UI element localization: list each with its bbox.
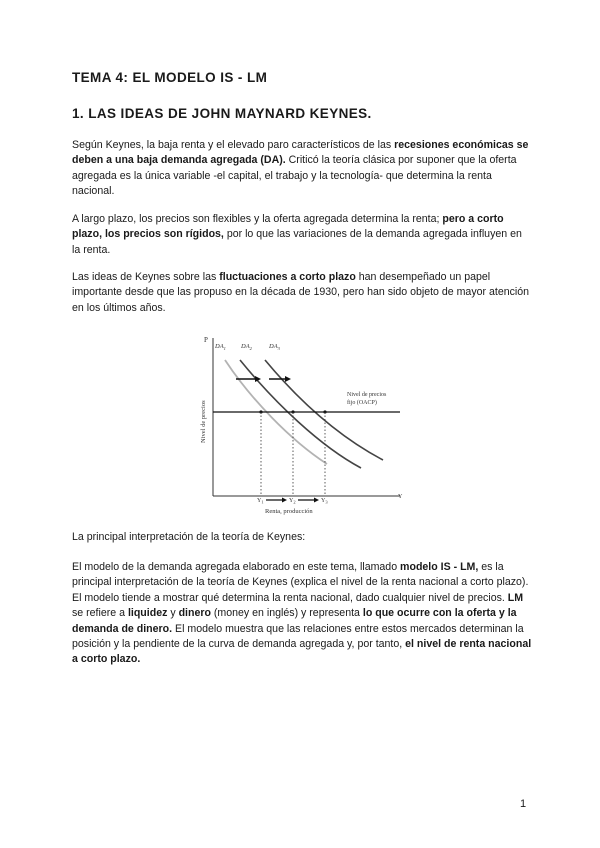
- x-axis-letter: Y: [398, 494, 403, 500]
- curve-label-da2: [240, 343, 253, 351]
- y-axis-label: Nivel de precios: [200, 400, 207, 443]
- text-run: (money en inglés) y representa: [210, 607, 363, 620]
- income-label-y3-sub: 3: [325, 499, 328, 505]
- text-run: La principal interpretación de la teoría de Keynes:: [72, 531, 306, 543]
- income-label-y2-text: Y: [289, 498, 294, 504]
- income-label-y2-sub: 2: [293, 499, 296, 505]
- income-label-y1: [257, 498, 264, 505]
- curve-label-da3-sub: 3: [277, 346, 280, 351]
- page-number: 1: [520, 798, 527, 810]
- text-run: El modelo de la demanda agregada elaborado en este tema, llamado: [72, 561, 401, 573]
- text-run: A largo plazo, los precios son flexibles y la oferta agregada determina la renta;: [72, 213, 443, 225]
- paragraph-main-interpretation: [72, 530, 532, 545]
- income-label-y3-text: Y: [321, 498, 326, 504]
- text-run: Según Keynes, la baja renta y el elevado paro característicos de las: [72, 139, 395, 151]
- text-run: Las ideas de Keynes sobre las: [72, 271, 220, 283]
- text-run: por lo que las variaciones de la demanda agregada influyen en la renta.: [72, 228, 522, 256]
- curve-label-da2-text: DA: [241, 343, 250, 350]
- section-title: 1. LAS IDEAS DE JOHN MAYNARD KEYNES.: [72, 106, 372, 121]
- bold-run: lo que ocurre con la oferta y la demanda de dinero.: [72, 607, 517, 635]
- income-label-y1-text: Y: [257, 498, 262, 504]
- price-level-label-2: fijo (OACP): [347, 400, 377, 406]
- paragraph-is-lm-model: [72, 560, 532, 668]
- text-run: Criticó la teoría clásica por suponer que la oferta agregada es la única variable -el capital, el trabajo y la tecnología- que determina la renta nacional.: [72, 154, 517, 198]
- income-label-y1-sub: 1: [261, 499, 264, 505]
- bold-run: modelo IS - LM,: [400, 561, 479, 573]
- curve-label-da1-sub: 1: [223, 346, 226, 351]
- curve-label-da2-sub: 2: [249, 346, 252, 351]
- shift-arrow-2-head: [285, 376, 291, 382]
- price-level-label-1: Nivel de precios: [347, 392, 387, 398]
- bold-run: el nivel de renta nacional a corto plazo.: [72, 638, 532, 666]
- income-arrow-1-head: [282, 498, 287, 503]
- income-label-y3: [321, 498, 328, 505]
- text-run: El modelo muestra que las relaciones entre estos mercados determinan la posición y la pendiente de la curva de demanda agregada y, por tanto,: [72, 622, 524, 651]
- bold-run: recesiones económicas se deben a una baja demanda agregada (DA).: [72, 139, 529, 167]
- aggregate-demand-figure: [195, 328, 417, 518]
- bold-run: pero a corto plazo, los precios son rígidos,: [72, 213, 504, 241]
- curve-label-da1: [214, 343, 226, 351]
- income-label-y2: [289, 498, 296, 505]
- y-axis-letter: P: [204, 336, 208, 344]
- curve-label-da1-text: DA: [215, 343, 224, 350]
- text-run: y: [167, 607, 179, 620]
- bold-run: fluctuaciones a corto plazo: [219, 271, 356, 283]
- document-title: TEMA 4: EL MODELO IS - LM: [72, 70, 268, 85]
- text-run: se refiere a: [72, 607, 128, 620]
- curve-da2: [240, 360, 361, 468]
- income-arrow-2-head: [314, 498, 319, 503]
- x-axis-label: Renta, producción: [265, 508, 313, 515]
- paragraph-short-run-prices: [72, 212, 532, 258]
- paragraph-fluctuations: [72, 270, 532, 316]
- bold-run: liquidez: [127, 607, 168, 620]
- curve-label-da3-text: DA: [269, 343, 278, 350]
- text-run: han desempeñado un papel importante desde que las propuso en la década de 1930, pero han sido objeto de mayor atención en los últimos años.: [72, 271, 530, 314]
- curve-label-da3: [268, 343, 281, 351]
- text-run: es la principal interpretación de la teoría de Keynes (explica el nivel de la renta nacional a corto plazo). El modelo tiende a mostrar qué determina la renta nacional, dado cualquier nivel de precios.: [72, 561, 529, 604]
- bold-run: dinero: [178, 607, 211, 620]
- bold-run: LM: [507, 591, 524, 604]
- curve-da3: [265, 360, 383, 460]
- paragraph-keynes-recessions: [72, 138, 532, 200]
